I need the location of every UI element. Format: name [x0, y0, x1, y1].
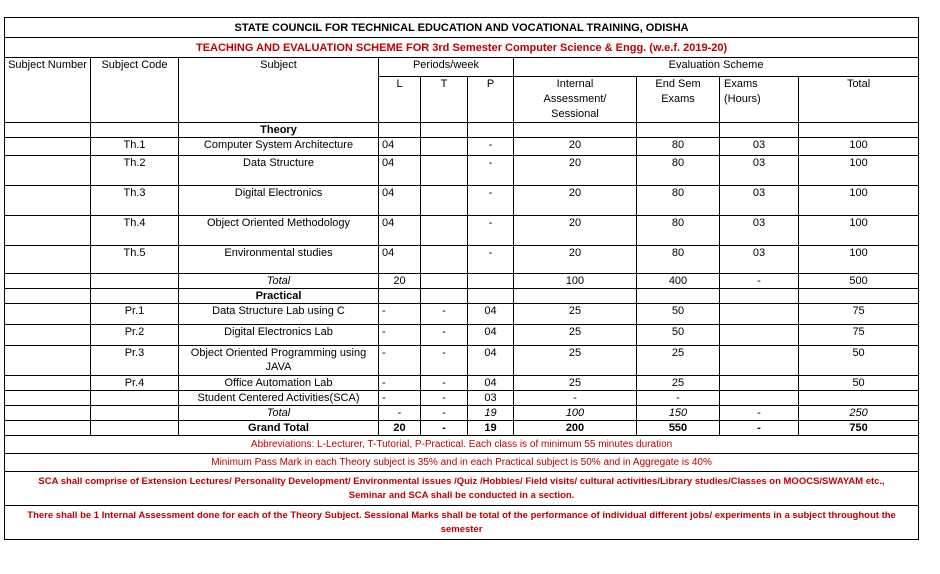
- header-endsem: End Sem Exams: [637, 77, 720, 123]
- theory-total: 100: [799, 246, 919, 274]
- theory-l: 04: [379, 186, 421, 216]
- theory-es: 80: [637, 156, 720, 186]
- practical-total-es: 150: [637, 406, 720, 421]
- theory-p: -: [468, 138, 514, 156]
- theory-total-total: 500: [799, 274, 919, 289]
- header-subject-number: Subject Number: [5, 58, 91, 123]
- grand-total-t: -: [421, 421, 468, 436]
- theory-l: 04: [379, 138, 421, 156]
- practical-l: -: [379, 376, 421, 391]
- practical-t: -: [421, 391, 468, 406]
- practical-l: -: [379, 391, 421, 406]
- theory-row: [5, 138, 919, 156]
- theory-es: 80: [637, 216, 720, 246]
- header-exams-hours: Exams (Hours): [720, 77, 799, 123]
- theory-subject: Object Oriented Methodology: [179, 216, 379, 246]
- practical-es: 25: [637, 346, 720, 376]
- note-sca-line2: Seminar and SCA shall be conducted in a section.: [348, 489, 575, 501]
- theory-code: Th.4: [91, 216, 179, 246]
- practical-code: Pr.1: [91, 304, 179, 325]
- note-pass-mark: Minimum Pass Mark in each Theory subject is 35% and in each Practical subject is 50% and in Aggregate is 40%: [5, 454, 919, 472]
- practical-p: 04: [468, 346, 514, 376]
- practical-total-l: -: [379, 406, 421, 421]
- theory-l: 04: [379, 156, 421, 186]
- theory-p: -: [468, 216, 514, 246]
- theory-number: [5, 138, 91, 156]
- header-evaluation: Evaluation Scheme: [514, 58, 919, 77]
- practical-total: [799, 391, 919, 406]
- header-internal: Internal Assessment/ Sessional: [514, 77, 637, 123]
- theory-total-hrs: -: [720, 274, 799, 289]
- practical-ia: 25: [514, 376, 637, 391]
- note-abbreviations: Abbreviations: L-Lecturer, T-Tutorial, P-Practical. Each class is of minimum 55 minutes duration: [5, 436, 919, 454]
- theory-subject: Digital Electronics: [179, 186, 379, 216]
- practical-ia: 25: [514, 346, 637, 376]
- theory-total: 100: [799, 156, 919, 186]
- practical-hrs: [720, 346, 799, 376]
- practical-number: [5, 391, 91, 406]
- theory-hrs: 03: [720, 186, 799, 216]
- practical-number: [5, 304, 91, 325]
- practical-total-total: 250: [799, 406, 919, 421]
- theory-row: [5, 216, 919, 246]
- theory-l: 04: [379, 246, 421, 274]
- practical-total: 50: [799, 346, 919, 376]
- practical-l: -: [379, 304, 421, 325]
- theory-row: [5, 186, 919, 216]
- practical-total-t: -: [421, 406, 468, 421]
- practical-row: [5, 304, 919, 325]
- practical-row: [5, 376, 919, 391]
- theory-t: [421, 138, 468, 156]
- theory-code: Th.1: [91, 138, 179, 156]
- header-periods: Periods/week: [379, 58, 514, 77]
- practical-total-p: 19: [468, 406, 514, 421]
- practical-subject: Digital Electronics Lab: [179, 325, 379, 346]
- grand-total-l: 20: [379, 421, 421, 436]
- theory-ia: 20: [514, 138, 637, 156]
- theory-total-l: 20: [379, 274, 421, 289]
- note-internal-assessment: [5, 506, 919, 540]
- practical-total-row: [5, 406, 919, 421]
- practical-total: 75: [799, 325, 919, 346]
- section-theory: Theory: [179, 123, 379, 138]
- practical-number: [5, 325, 91, 346]
- grand-total-total: 750: [799, 421, 919, 436]
- practical-hrs: [720, 391, 799, 406]
- grand-total-ia: 200: [514, 421, 637, 436]
- note-ia-line1: There shall be 1 Internal Assessment done for each of the Theory Subject. Sessional Marks shall be total of the performance of individual different jobs/ experiments in a subject throughout the: [27, 509, 896, 521]
- practical-total-ia: 100: [514, 406, 637, 421]
- grand-total-label: Grand Total: [179, 421, 379, 436]
- practical-row: [5, 391, 919, 406]
- practical-subject: Office Automation Lab: [179, 376, 379, 391]
- practical-ia: 25: [514, 304, 637, 325]
- practical-l: -: [379, 325, 421, 346]
- practical-p: 04: [468, 304, 514, 325]
- practical-hrs: [720, 376, 799, 391]
- practical-row: [5, 325, 919, 346]
- practical-es: 50: [637, 325, 720, 346]
- scheme-document: [4, 17, 918, 540]
- theory-number: [5, 156, 91, 186]
- theory-number: [5, 246, 91, 274]
- practical-t: -: [421, 304, 468, 325]
- header-p: P: [468, 77, 514, 123]
- header-l: L: [379, 77, 421, 123]
- practical-p: 04: [468, 325, 514, 346]
- header-total: Total: [799, 77, 919, 123]
- grand-total-p: 19: [468, 421, 514, 436]
- practical-t: -: [421, 325, 468, 346]
- practical-code: Pr.4: [91, 376, 179, 391]
- scheme-table: [4, 17, 919, 540]
- document-title: STATE COUNCIL FOR TECHNICAL EDUCATION AND VOCATIONAL TRAINING, ODISHA: [5, 18, 919, 38]
- practical-row: [5, 346, 919, 376]
- theory-total-es: 400: [637, 274, 720, 289]
- theory-total-label: Total: [179, 274, 379, 289]
- theory-total: 100: [799, 186, 919, 216]
- header-subject-code: Subject Code: [91, 58, 179, 123]
- practical-code: Pr.3: [91, 346, 179, 376]
- practical-total: 50: [799, 376, 919, 391]
- theory-code: Th.3: [91, 186, 179, 216]
- theory-ia: 20: [514, 186, 637, 216]
- theory-row: [5, 156, 919, 186]
- header-subject: Subject: [179, 58, 379, 123]
- theory-es: 80: [637, 246, 720, 274]
- theory-es: 80: [637, 186, 720, 216]
- document-subtitle: TEACHING AND EVALUATION SCHEME FOR 3rd Semester Computer Science & Engg. (w.e.f. 2019-20): [5, 38, 919, 58]
- practical-number: [5, 376, 91, 391]
- practical-code: Pr.2: [91, 325, 179, 346]
- theory-ia: 20: [514, 246, 637, 274]
- grand-total-row: [5, 421, 919, 436]
- theory-code: Th.5: [91, 246, 179, 274]
- header-t: T: [421, 77, 468, 123]
- theory-row: [5, 246, 919, 274]
- practical-subject: Student Centered Activities(SCA): [179, 391, 379, 406]
- theory-t: [421, 246, 468, 274]
- practical-p: 03: [468, 391, 514, 406]
- practical-es: -: [637, 391, 720, 406]
- grand-total-es: 550: [637, 421, 720, 436]
- practical-number: [5, 346, 91, 376]
- theory-total: 100: [799, 138, 919, 156]
- theory-p: -: [468, 186, 514, 216]
- theory-t: [421, 156, 468, 186]
- practical-ia: -: [514, 391, 637, 406]
- practical-es: 50: [637, 304, 720, 325]
- practical-t: -: [421, 346, 468, 376]
- section-practical: Practical: [179, 289, 379, 304]
- practical-p: 04: [468, 376, 514, 391]
- theory-subject: Environmental studies: [179, 246, 379, 274]
- theory-t: [421, 186, 468, 216]
- practical-l: -: [379, 346, 421, 376]
- theory-total-ia: 100: [514, 274, 637, 289]
- theory-ia: 20: [514, 216, 637, 246]
- practical-total-label: Total: [179, 406, 379, 421]
- practical-total: 75: [799, 304, 919, 325]
- theory-subject: Computer System Architecture: [179, 138, 379, 156]
- note-ia-line2: semester: [440, 523, 483, 535]
- practical-subject: Object Oriented Programming using JAVA: [179, 346, 379, 376]
- theory-p: -: [468, 246, 514, 274]
- practical-ia: 25: [514, 325, 637, 346]
- theory-total-row: [5, 274, 919, 289]
- grand-total-hrs: -: [720, 421, 799, 436]
- note-sca: [5, 472, 919, 506]
- note-sca-line1: SCA shall comprise of Extension Lectures/ Personality Development/ Environmental issues /Quiz /Hobbies/ Field visits/ cultural activities/Library studies/Classes on MOOCS/SWAYAM etc.,: [38, 475, 885, 487]
- practical-hrs: [720, 304, 799, 325]
- theory-hrs: 03: [720, 246, 799, 274]
- theory-total: 100: [799, 216, 919, 246]
- theory-es: 80: [637, 138, 720, 156]
- practical-es: 25: [637, 376, 720, 391]
- theory-number: [5, 216, 91, 246]
- theory-number: [5, 186, 91, 216]
- practical-code: [91, 391, 179, 406]
- theory-p: -: [468, 156, 514, 186]
- theory-hrs: 03: [720, 216, 799, 246]
- theory-l: 04: [379, 216, 421, 246]
- theory-hrs: 03: [720, 138, 799, 156]
- practical-t: -: [421, 376, 468, 391]
- theory-code: Th.2: [91, 156, 179, 186]
- theory-ia: 20: [514, 156, 637, 186]
- practical-subject: Data Structure Lab using C: [179, 304, 379, 325]
- theory-t: [421, 216, 468, 246]
- theory-subject: Data Structure: [179, 156, 379, 186]
- theory-hrs: 03: [720, 156, 799, 186]
- practical-hrs: [720, 325, 799, 346]
- practical-total-hrs: -: [720, 406, 799, 421]
